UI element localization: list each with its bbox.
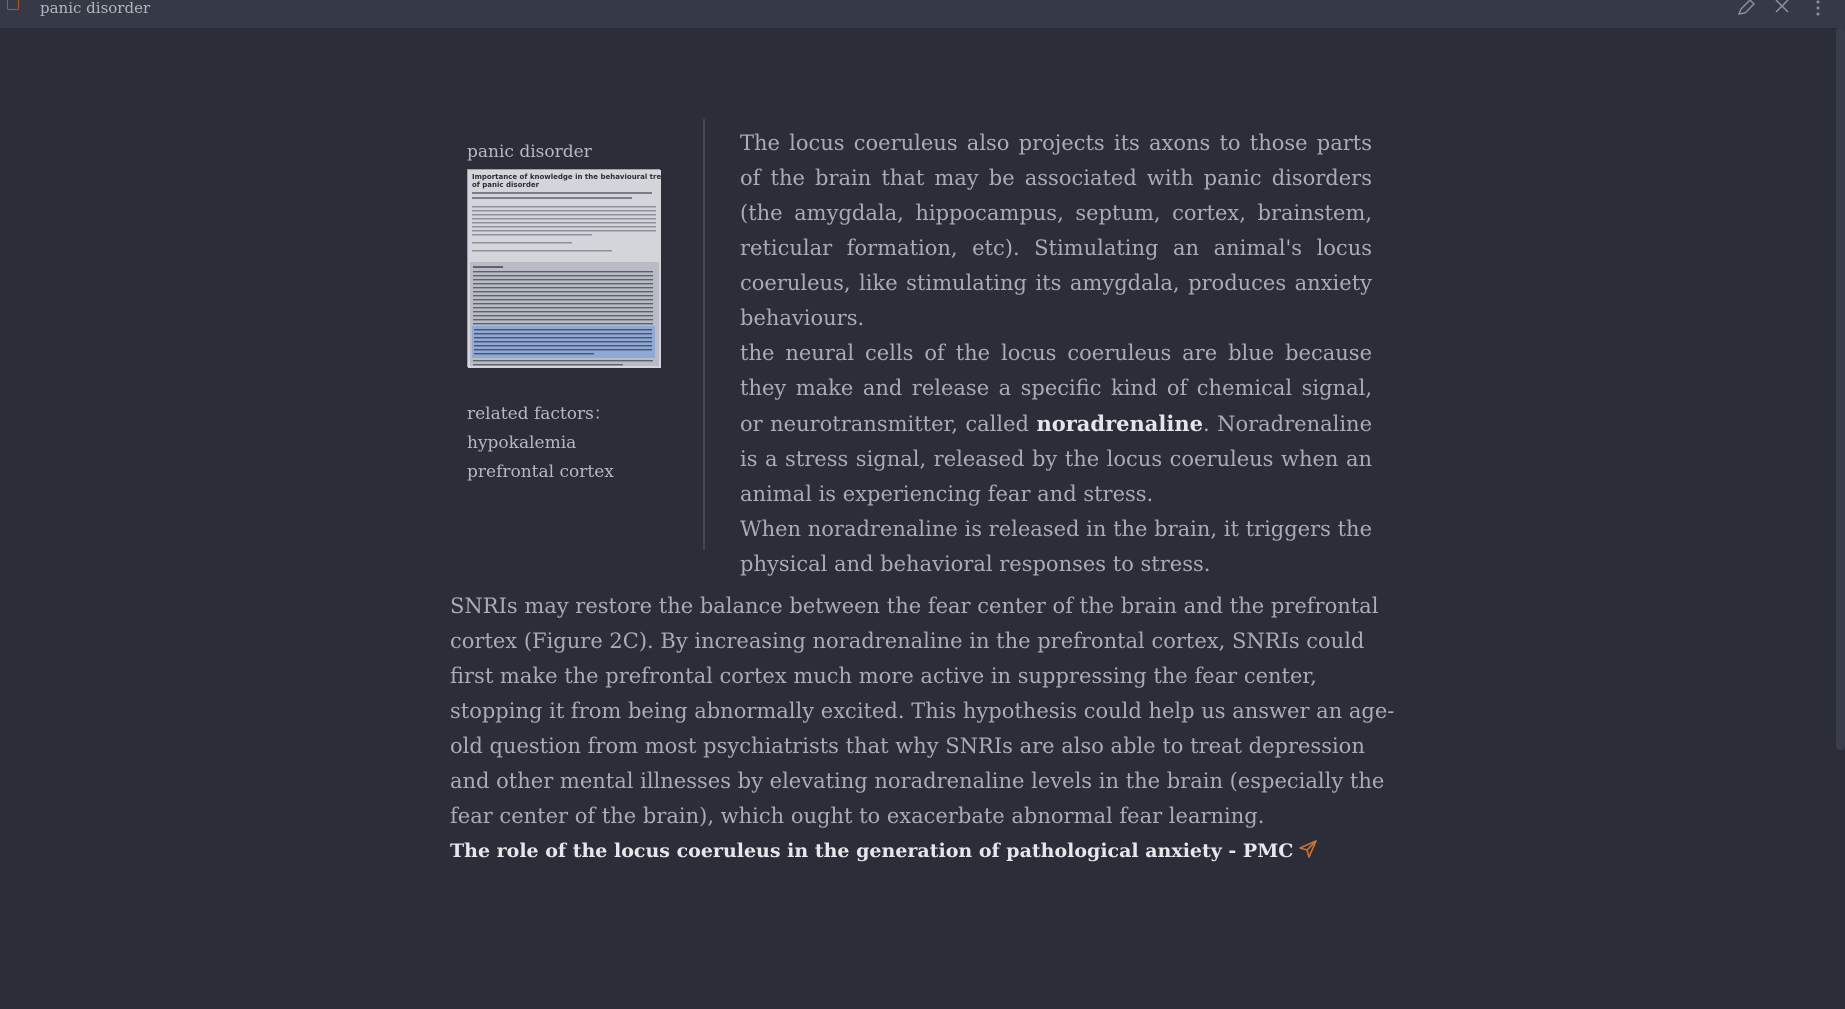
paragraph-noradrenaline-release: When noradrenaline is released in the brain, it triggers the physical and behavioral responses to stress. [740, 517, 1372, 576]
document-icon [7, 0, 19, 10]
bottom-section [450, 589, 1395, 870]
source-link-text[interactable]: The role of the locus coeruleus in the generation of pathological anxiety - PMC [450, 840, 1294, 862]
bold-term-noradrenaline: noradrenaline [1036, 411, 1203, 436]
related-item-prefrontal-cortex[interactable]: prefrontal cortex [467, 462, 614, 482]
paragraph-neural-cells [740, 336, 1372, 512]
vertical-scrollbar[interactable] [1836, 28, 1845, 750]
related-factors-label: related factors： [467, 404, 611, 424]
more-icon[interactable] [1807, 0, 1829, 16]
close-icon[interactable] [1771, 0, 1793, 16]
sidebar-title: panic disorder [467, 142, 592, 162]
related-item-hypokalemia[interactable]: hypokalemia [467, 433, 577, 453]
pencil-icon[interactable] [1735, 0, 1757, 16]
text-span: . Noradrenaline is a stress signal, released by the locus coeruleus when an animal is experiencing fear and stress. [740, 412, 1372, 506]
send-icon[interactable] [1299, 835, 1317, 870]
paragraph-snris: SNRIs may restore the balance between the fear center of the brain and the prefrontal cortex (Figure 2C). By increasing noradrenaline in the prefrontal cortex, SNRIs could first make the prefrontal cortex much more active in suppressing the fear center, stopping it from being abnormally excited. This hypothesis could help us answer an age-old question from most psychiatrists that why SNRIs are also able to treat depression and other mental illnesses by elevating noradrenaline levels in the brain (especially the fear center of the brain), which ought to exacerbate abnormal fear learning. [450, 594, 1395, 828]
svg-text:of panic disorder: of panic disorder [472, 181, 540, 189]
svg-text:Importance of knowledge in the: Importance of knowledge in the behavioural treatment [472, 173, 690, 181]
sidebar [467, 140, 690, 482]
window-title: panic disorder [40, 0, 151, 17]
paper-thumbnail[interactable] [467, 169, 690, 367]
related-factors [467, 400, 667, 487]
paragraph-locus-coeruleus: The locus coeruleus also projects its axons to those parts of the brain that may be associated with panic disorders (the amygdala, hippocampus, septum, cortex, brainstem, reticular formation, etc). Stimulating an animal's locus coeruleus, like stimulating its amygdala, produces anxiety behaviours. [740, 131, 1372, 330]
source-link[interactable] [450, 834, 1395, 870]
text-span: the neural cells of the locus coeruleus are blue because they make and release a specific kind of chemical signal, or neurotransmitter, called [740, 341, 1372, 436]
main-text [740, 126, 1372, 582]
column-divider [703, 119, 705, 550]
title-bar [0, 0, 1845, 28]
